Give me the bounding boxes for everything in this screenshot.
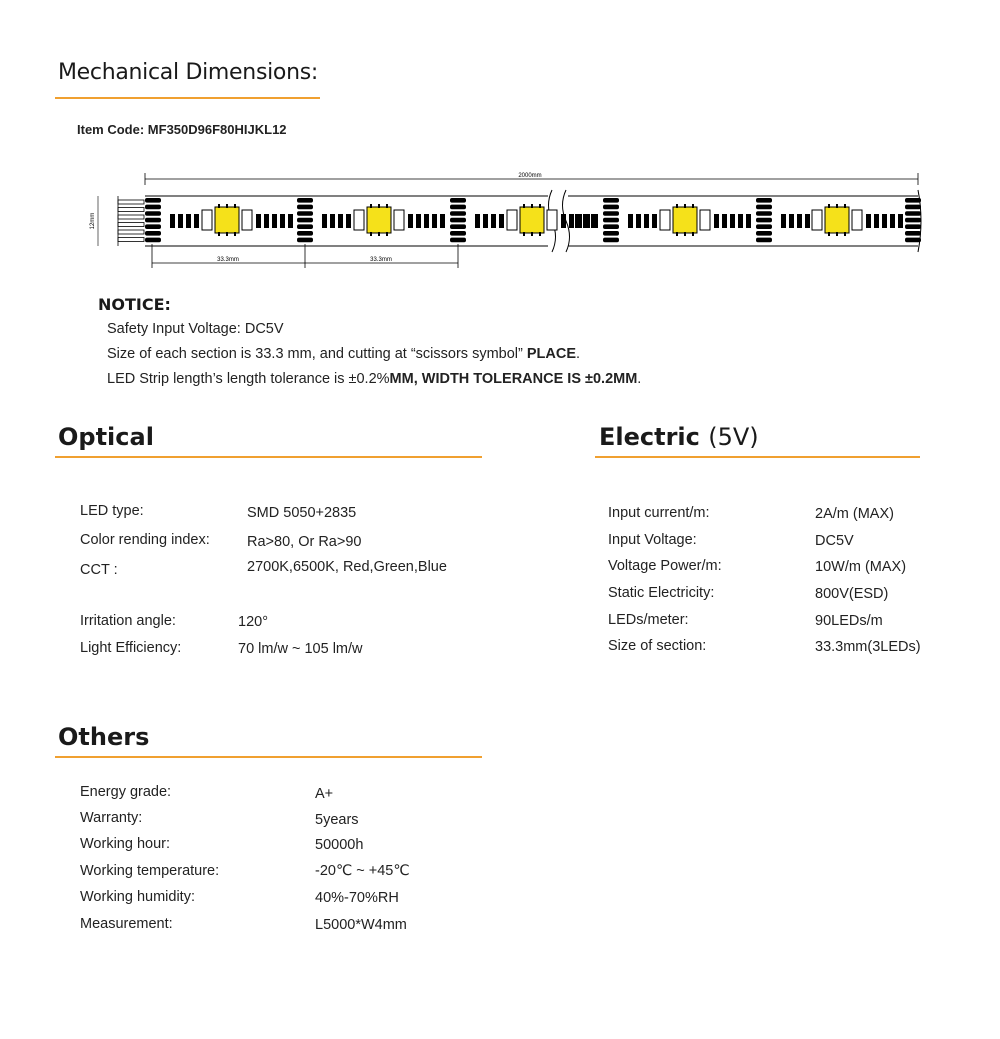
electric-title — [599, 423, 759, 451]
item-code-line — [77, 122, 287, 137]
optical-value-angle: 120° — [238, 614, 268, 630]
resistor-pad — [322, 214, 327, 228]
resistor-pad — [644, 214, 649, 228]
resistor-pad — [416, 214, 421, 228]
led-leg — [234, 204, 236, 208]
resistor-pad — [890, 214, 895, 228]
others-value-energy: A+ — [315, 786, 334, 802]
optical-value-led-type: SMD 5050+2835 — [247, 505, 357, 521]
led-leg — [531, 232, 533, 236]
resistor-pad — [280, 214, 285, 228]
led-leg — [234, 232, 236, 236]
copper-pad — [603, 224, 619, 229]
optical-value-cct: 2700K,6500K, Red,Green,Blue — [247, 559, 447, 575]
others-value-warranty: 5years — [315, 812, 359, 828]
resistor-pad — [288, 214, 293, 228]
electric-value-power: 10W/m (MAX) — [815, 559, 907, 575]
resistor-pad — [805, 214, 810, 228]
resistor-pad — [874, 214, 879, 228]
led-5050 — [520, 207, 544, 233]
copper-pad — [603, 231, 619, 236]
copper-pad — [603, 211, 619, 216]
led-leg — [218, 232, 220, 236]
resistor-pad — [330, 214, 335, 228]
notice-line-2-bold: PLACE — [526, 346, 577, 362]
resistor-pad — [483, 214, 488, 228]
copper-pad — [450, 231, 466, 236]
notice-line-1-text: Safety Input Voltage: DC5V — [107, 321, 284, 337]
led-2835 — [354, 210, 364, 230]
led-leg — [844, 232, 846, 236]
led-leg — [684, 232, 686, 236]
resistor-pad — [256, 214, 261, 228]
electric-value-static: 800V(ESD) — [815, 586, 889, 602]
resistor-pad — [338, 214, 343, 228]
led-leg — [836, 204, 838, 208]
resistor-pad — [722, 214, 727, 228]
copper-pad — [297, 218, 313, 223]
led-leg — [378, 204, 380, 208]
electric-label-current: Input current/m: — [608, 505, 710, 521]
copper-pad — [297, 224, 313, 229]
resistor-pad — [491, 214, 496, 228]
notice-line-3-text: LED Strip length’s length tolerance is ±0.2% — [107, 371, 390, 387]
resistor-pad — [898, 214, 903, 228]
others-label-warranty: Warranty: — [80, 810, 143, 826]
others-label-energy: Energy grade: — [80, 784, 172, 800]
copper-pad — [756, 238, 772, 243]
optical-rule — [55, 456, 482, 458]
item-code-label: Item Code: — [77, 122, 145, 137]
led-2835 — [852, 210, 862, 230]
others-label-measurement: Measurement: — [80, 916, 173, 932]
copper-pad — [450, 224, 466, 229]
resistor-pad — [636, 214, 641, 228]
section-2-label: 33.3mm — [370, 257, 392, 263]
optical-value-efficiency: 70 lm/w ~ 105 lm/w — [238, 641, 363, 657]
resistor-pad — [714, 214, 719, 228]
led-leg — [692, 204, 694, 208]
resistor-pad — [882, 214, 887, 228]
notice-line-2-end: . — [576, 346, 581, 362]
resistor-pad — [797, 214, 802, 228]
electric-label-static: Static Electricity: — [608, 585, 715, 601]
led-leg — [676, 204, 678, 208]
copper-pad — [450, 205, 466, 210]
copper-pad — [145, 224, 161, 229]
others-label-hours: Working hour: — [80, 836, 170, 852]
optical-value-cri: Ra>80, Or Ra>90 — [247, 534, 362, 550]
led-2835 — [812, 210, 822, 230]
resistor-pad — [575, 214, 580, 228]
copper-pad — [905, 224, 921, 229]
led-leg — [828, 204, 830, 208]
copper-pad — [905, 218, 921, 223]
copper-pad — [145, 238, 161, 243]
led-leg — [844, 204, 846, 208]
resistor-pad — [170, 214, 175, 228]
others-label-temperature: Working temperature: — [80, 863, 220, 879]
led-leg — [218, 204, 220, 208]
copper-pad — [297, 231, 313, 236]
notice-line-3-bold: MM, WIDTH TOLERANCE IS ±0.2MM — [389, 371, 638, 387]
electric-label-power: Voltage Power/m: — [608, 558, 722, 574]
resistor-pad — [781, 214, 786, 228]
optical-label-cct: CCT : — [80, 562, 118, 578]
led-leg — [828, 232, 830, 236]
electric-label-section: Size of section: — [608, 638, 707, 654]
led-2835 — [242, 210, 252, 230]
width-label: 12mm — [90, 212, 96, 230]
copper-pad — [450, 198, 466, 203]
others-rule — [55, 756, 482, 758]
copper-pad — [905, 205, 921, 210]
total-length-label: 2000mm — [518, 173, 542, 179]
electric-value-leds: 90LEDs/m — [815, 613, 883, 629]
others-value-humidity: 40%-70%RH — [315, 890, 399, 906]
mechanical-rule — [55, 97, 320, 99]
led-leg — [386, 204, 388, 208]
led-leg — [523, 232, 525, 236]
others-value-measurement: L5000*W4mm — [315, 917, 407, 933]
resistor-pad — [561, 214, 566, 228]
copper-pad — [603, 238, 619, 243]
resistor-pad — [186, 214, 191, 228]
resistor-pad — [264, 214, 269, 228]
copper-pad — [145, 218, 161, 223]
optical-label-cri: Color rending index: — [80, 532, 210, 548]
notice-line-2-text: Size of each section is 33.3 mm, and cutting at “scissors symbol” — [107, 346, 523, 362]
led-5050 — [367, 207, 391, 233]
notice-line-3-end: . — [637, 371, 642, 387]
copper-pad — [756, 198, 772, 203]
led-2835 — [700, 210, 710, 230]
resistor-pad — [346, 214, 351, 228]
copper-pad — [450, 211, 466, 216]
wire-lead — [118, 223, 144, 227]
item-code-value: MF350D96F80HIJKL12 — [147, 122, 287, 137]
led-leg — [386, 232, 388, 236]
led-5050 — [673, 207, 697, 233]
copper-pad — [756, 211, 772, 216]
led-leg — [226, 232, 228, 236]
led-leg — [378, 232, 380, 236]
resistor-pad — [591, 214, 596, 228]
copper-pad — [603, 205, 619, 210]
led-5050 — [215, 207, 239, 233]
copper-pad — [905, 198, 921, 203]
resistor-pad — [272, 214, 277, 228]
copper-pad — [297, 205, 313, 210]
copper-pad — [603, 218, 619, 223]
led-leg — [370, 204, 372, 208]
resistor-pad — [475, 214, 480, 228]
resistor-pad — [746, 214, 751, 228]
notice-title: NOTICE: — [98, 295, 171, 314]
wire-lead — [118, 230, 144, 234]
resistor-pad — [194, 214, 199, 228]
resistor-pad — [583, 214, 588, 228]
resistor-pad — [432, 214, 437, 228]
resistor-pad — [730, 214, 735, 228]
led-2835 — [660, 210, 670, 230]
led-leg — [692, 232, 694, 236]
resistor-pad — [652, 214, 657, 228]
copper-pad — [603, 198, 619, 203]
electric-value-section: 33.3mm(3LEDs) — [815, 639, 921, 655]
section-1-label: 33.3mm — [217, 257, 239, 263]
strip-body — [118, 190, 921, 252]
resistor-pad — [424, 214, 429, 228]
led-2835 — [547, 210, 557, 230]
led-leg — [684, 204, 686, 208]
copper-pad — [756, 231, 772, 236]
optical-label-angle: Irritation angle: — [80, 613, 176, 629]
led-leg — [676, 232, 678, 236]
copper-pad — [297, 211, 313, 216]
led-5050 — [825, 207, 849, 233]
notice-line-3 — [107, 371, 641, 387]
resistor-pad — [569, 214, 574, 228]
electric-title-suffix: (5V) — [708, 423, 759, 451]
copper-pad — [905, 211, 921, 216]
optical-title: Optical — [58, 423, 154, 451]
copper-pad — [145, 205, 161, 210]
wire-lead — [118, 200, 144, 204]
led-leg — [531, 204, 533, 208]
resistor-pad — [738, 214, 743, 228]
others-value-hours: 50000h — [315, 837, 364, 853]
others-value-temperature: -20℃ ~ +45℃ — [315, 863, 410, 879]
led-strip-diagram — [0, 160, 1000, 275]
led-leg — [539, 232, 541, 236]
copper-pad — [297, 198, 313, 203]
copper-pad — [756, 205, 772, 210]
copper-pad — [905, 238, 921, 243]
copper-pad — [450, 218, 466, 223]
others-label-humidity: Working humidity: — [80, 889, 195, 905]
led-leg — [370, 232, 372, 236]
copper-pad — [145, 231, 161, 236]
resistor-pad — [440, 214, 445, 228]
optical-label-efficiency: Light Efficiency: — [80, 640, 182, 656]
mechanical-title: Mechanical Dimensions: — [58, 60, 318, 85]
led-leg — [836, 232, 838, 236]
led-leg — [523, 204, 525, 208]
optical-label-led-type: LED type: — [80, 503, 144, 519]
led-2835 — [202, 210, 212, 230]
notice-line-2 — [107, 346, 580, 362]
wire-lead — [118, 215, 144, 219]
notice-line-1 — [107, 321, 284, 337]
others-title: Others — [58, 723, 150, 751]
led-leg — [226, 204, 228, 208]
resistor-pad — [866, 214, 871, 228]
copper-pad — [145, 211, 161, 216]
resistor-pad — [499, 214, 504, 228]
copper-pad — [756, 224, 772, 229]
electric-label-leds: LEDs/meter: — [608, 612, 689, 628]
resistor-pad — [178, 214, 183, 228]
copper-pad — [756, 218, 772, 223]
copper-pad — [450, 238, 466, 243]
resistor-pad — [628, 214, 633, 228]
electric-value-current: 2A/m (MAX) — [815, 506, 894, 522]
wire-lead — [118, 238, 144, 242]
resistor-pad — [789, 214, 794, 228]
electric-rule — [595, 456, 920, 458]
electric-label-voltage: Input Voltage: — [608, 532, 697, 548]
led-2835 — [394, 210, 404, 230]
led-leg — [539, 204, 541, 208]
copper-pad — [145, 198, 161, 203]
led-2835 — [507, 210, 517, 230]
electric-value-voltage: DC5V — [815, 533, 854, 549]
electric-title-text: Electric — [599, 423, 700, 451]
copper-pad — [905, 231, 921, 236]
wire-lead — [118, 208, 144, 212]
copper-pad — [297, 238, 313, 243]
resistor-pad — [408, 214, 413, 228]
